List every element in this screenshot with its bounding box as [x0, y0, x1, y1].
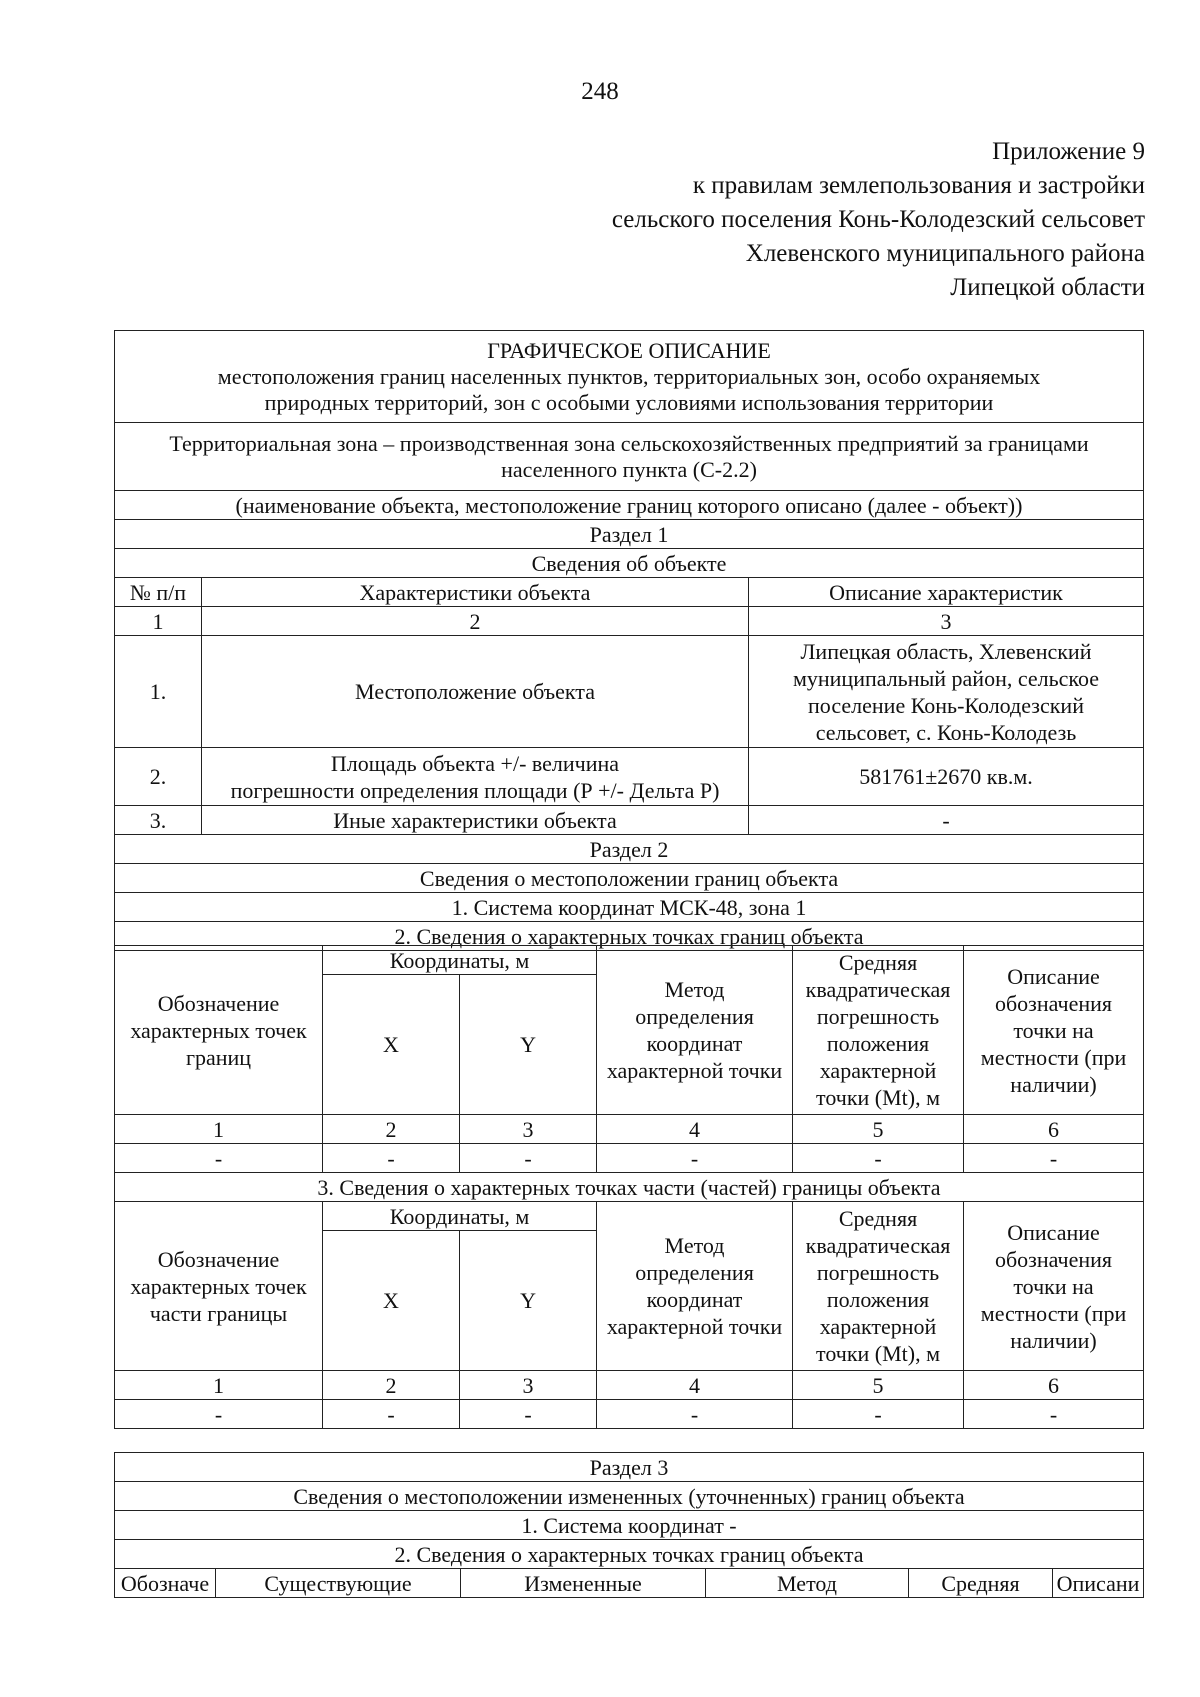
col-index: 5 — [793, 1371, 964, 1400]
th-error: Средняя квадратическая погрешность положения характерной точки (Mt), м — [793, 1202, 964, 1371]
section2-title: Раздел 2 — [115, 835, 1144, 864]
annex-line: к правилам землепользования и застройки — [692, 172, 1145, 199]
annex-block — [612, 135, 1145, 305]
col-index: 4 — [597, 1371, 793, 1400]
row-description — [749, 636, 1144, 748]
empty-cell: - — [323, 1144, 460, 1173]
section1-title: Раздел 1 — [115, 520, 1144, 549]
th-method: Метод определения координат характерной точки — [597, 946, 793, 1115]
col-index: 5 — [793, 1115, 964, 1144]
row-description: 581761±2670 кв.м. — [749, 748, 1144, 806]
th-x: X — [323, 975, 460, 1115]
th-description: Описание обозначения точки на местности (при наличии) — [964, 1202, 1144, 1371]
th-changed: Измененные — [461, 1569, 706, 1598]
th-x: X — [323, 1231, 460, 1371]
annex-line: сельского поселения Конь-Колодезский сельсовет — [611, 206, 1145, 233]
characteristic-line: погрешности определения площади (Р +/- Дельта Р) — [230, 777, 720, 803]
col-index: 6 — [964, 1115, 1144, 1144]
col-index: 1 — [115, 1371, 323, 1400]
th-y: Y — [460, 1231, 597, 1371]
th-coords: Координаты, м — [323, 1202, 597, 1231]
th-description-short: Описани — [1053, 1569, 1144, 1598]
empty-cell: - — [793, 1144, 964, 1173]
th-error: Средняя — [909, 1569, 1053, 1598]
coord-system: 1. Система координат МСК-48, зона 1 — [115, 893, 1144, 922]
object-name-cell — [115, 423, 1144, 491]
empty-cell: - — [964, 1144, 1144, 1173]
empty-cell: - — [793, 1400, 964, 1429]
header-section1-table — [114, 330, 1144, 951]
empty-cell: - — [460, 1144, 597, 1173]
col-index: 2 — [202, 607, 749, 636]
th-description: Описание обозначения точки на местности (при наличии) — [964, 946, 1144, 1115]
doc-subtitle: местоположения границ населенных пунктов, территориальных зон, особо охраняемых — [217, 363, 1041, 389]
object-name: Территориальная зона – производственная зона сельскохозяйственных предприятий за границами — [169, 430, 1089, 456]
th-designation: Обозначение характерных точек границ — [115, 946, 323, 1115]
col-index: 3 — [460, 1371, 597, 1400]
doc-subtitle: природных территорий, зон с особыми условиями использования территории — [264, 389, 994, 415]
col-index: 1 — [115, 607, 202, 636]
col-index: 6 — [964, 1371, 1144, 1400]
section3-points-title: 2. Сведения о характерных точках границ объекта — [115, 1540, 1144, 1569]
col-index: 1 — [115, 1115, 323, 1144]
part-points-title: 3. Сведения о характерных точках части (частей) границы объекта — [115, 1173, 1144, 1202]
col-header-num: № п/п — [115, 578, 202, 607]
empty-cell: - — [597, 1144, 793, 1173]
th-coords: Координаты, м — [323, 946, 597, 975]
annex-line: Липецкой области — [950, 274, 1145, 301]
col-index: 2 — [323, 1371, 460, 1400]
empty-cell: - — [115, 1400, 323, 1429]
section3-columns-table — [114, 1568, 1144, 1598]
col-index: 3 — [749, 607, 1144, 636]
section1-subtitle: Сведения об объекте — [115, 549, 1144, 578]
row-description: - — [749, 806, 1144, 835]
doc-title: ГРАФИЧЕСКОЕ ОПИСАНИЕ — [487, 337, 771, 363]
object-name: населенного пункта (С-2.2) — [501, 456, 757, 482]
section3-subtitle: Сведения о местоположении измененных (уточненных) границ объекта — [115, 1482, 1144, 1511]
row-characteristic — [202, 748, 749, 806]
empty-cell: - — [323, 1400, 460, 1429]
description-line: сельсовет, с. Конь-Колодезь — [815, 719, 1077, 745]
empty-cell: - — [115, 1144, 323, 1173]
object-caption: (наименование объекта, местоположение границ которого описано (далее - объект)) — [115, 491, 1144, 520]
page-number: 248 — [581, 78, 619, 105]
th-designation-short: Обозначе — [115, 1569, 216, 1598]
description-line: поселение Конь-Колодезский — [808, 692, 1084, 718]
description-line: Липецкая область, Хлевенский — [800, 638, 1092, 664]
col-header-description: Описание характеристик — [749, 578, 1144, 607]
annex-line: Приложение 9 — [992, 138, 1145, 165]
section2-subtitle: Сведения о местоположении границ объекта — [115, 864, 1144, 893]
row-characteristic: Иные характеристики объекта — [202, 806, 749, 835]
section3-title: Раздел 3 — [115, 1453, 1144, 1482]
row-number: 1. — [115, 636, 202, 748]
points-title: 2. Сведения о характерных точках границ объекта — [115, 922, 1144, 951]
empty-cell: - — [597, 1400, 793, 1429]
description-line: муниципальный район, сельское — [792, 665, 1100, 691]
characteristic-line: Площадь объекта +/- величина — [330, 750, 620, 776]
col-index: 3 — [460, 1115, 597, 1144]
section3-coord-system: 1. Система координат - — [115, 1511, 1144, 1540]
empty-cell: - — [460, 1400, 597, 1429]
th-y: Y — [460, 975, 597, 1115]
points-table — [114, 945, 1144, 1429]
th-method: Метод определения координат характерной точки — [597, 1202, 793, 1371]
col-index: 2 — [323, 1115, 460, 1144]
col-header-characteristic: Характеристики объекта — [202, 578, 749, 607]
th-designation-part: Обозначение характерных точек части границы — [115, 1202, 323, 1371]
empty-cell: - — [964, 1400, 1144, 1429]
row-number: 3. — [115, 806, 202, 835]
th-error: Средняя квадратическая погрешность положения характерной точки (Mt), м — [793, 946, 964, 1115]
th-existing: Существующие — [216, 1569, 461, 1598]
annex-line: Хлевенского муниципального района — [745, 240, 1145, 267]
col-index: 4 — [597, 1115, 793, 1144]
row-number: 2. — [115, 748, 202, 806]
doc-title-cell — [115, 331, 1144, 423]
th-method: Метод — [706, 1569, 909, 1598]
section3-table — [114, 1452, 1144, 1569]
row-characteristic: Местоположение объекта — [202, 636, 749, 748]
